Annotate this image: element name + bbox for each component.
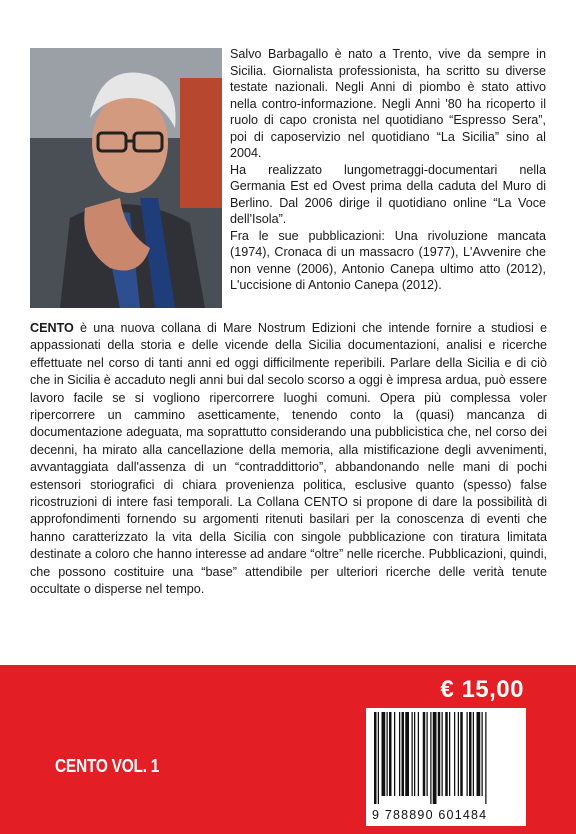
barcode-bar	[405, 712, 409, 796]
barcode-bar	[399, 712, 400, 796]
author-bio-paragraph: Salvo Barbagallo è nato a Trento, vive da sempre in Sicilia. Giornalista professionista, ha scritto su diverse testate nazionali. Negli Anni di piombo è stato attivo nella contro-informazione. Negli Anni '80 ha ricoperto il ruolo di capo cronista nel quotidiano “Espresso Sera”, poi di caposervizio nel quotidiano “La Sicilia” sino al 2004.	[230, 47, 546, 160]
author-photo	[30, 48, 222, 308]
barcode-bar	[394, 712, 395, 796]
series-volume-label: CENTO VOL. 1	[55, 756, 160, 776]
barcode-bar	[477, 712, 481, 796]
barcode-bar	[442, 712, 443, 796]
barcode-bar	[387, 712, 388, 796]
series-name-lead: CENTO	[30, 321, 74, 335]
barcode-bar	[460, 712, 463, 796]
barcode-bar	[378, 712, 379, 804]
barcode-bar	[433, 712, 437, 804]
barcode-bar	[473, 712, 474, 796]
barcode-bar	[445, 712, 448, 796]
barcode-bar	[382, 712, 386, 796]
author-portrait-icon	[30, 48, 222, 308]
barcode-bar	[423, 712, 426, 796]
barcode-bar	[467, 712, 468, 796]
barcode-block	[366, 708, 526, 826]
series-description-text: è una nuova collana di Mare Nostrum Edizioni che intende fornire a studiosi e appassionati della storia e delle vicende della Sicilia documentazioni, analisi e ricerche effettuate nel corso di tanti anni ed oggi difficilmente reperibili. Parlare della Sicilia e di ciò che in Sicilia è accaduto negli anni bui dal secolo scorso a oggi è impresa ardua, può essere lavoro facile se si vogliono ripercorrere luoghi comuni. Opera più complessa voler ripercorrere un cammino asetticamente, tenendo conto la (quasi) mancanza di documentazione adeguata, ma soprattutto considerando una pubblicistica che, nel corso dei decenni, ha mirato alla cancellazione della memoria, alla mistificazione degli avvenimenti, avvantaggiata dall'assenza di un “contraddittorio”, abbandonando nelle mani di pochi estensori storiografici di chiara provenienza politica, esclusive quanto (spesso) false ricostruzioni di intere fasi temporali. La Collana CENTO si propone di dare la possibilità di approfondimenti fornendo su argomenti ritenuti basilari per la conoscenza di eventi che hanno caratterizzato la vita della Sicilia con singole pubblicazione con tiratura limitata destinate a coloro che hanno interesse ad andare “oltre” nelle ricerche. Pubblicazioni, quindi, che possono costituire una “base” attendibile per ulteriori ricerche delle verità tenute occultate o disperse nel tempo.	[30, 321, 547, 597]
barcode-bar	[412, 712, 413, 796]
barcode-bar	[449, 712, 450, 796]
series-description	[30, 320, 547, 599]
barcode-bar	[454, 712, 455, 796]
barcode-bar	[402, 712, 405, 796]
barcode-digits: 9 788890 601484	[372, 808, 488, 822]
series-description-paragraph	[30, 320, 547, 599]
author-bio-paragraph: Fra le sue pubblicazioni: Una rivoluzione mancata (1974), Cronaca di un massacro (1977), L'Avvenire che non venne (2006), Antonio Canepa ultimo atto (2012), L'uccisione di Antonio Canepa (2012).	[230, 228, 546, 292]
author-bio	[230, 46, 546, 294]
barcode-bar	[469, 712, 472, 796]
author-bio-paragraph: Ha realizzato lungometraggi-documentari nella Germania Est ed Ovest prima della caduta del Muro di Berlino. Dal 2006 dirige il quotidiano online “La Voce dell'Isola”.	[230, 162, 546, 226]
price-label: € 15,00	[440, 676, 524, 703]
barcode-bar	[389, 712, 392, 796]
barcode-bar	[430, 712, 431, 804]
barcode-bar	[438, 712, 441, 796]
barcode-bar	[458, 712, 459, 796]
barcode-bar	[414, 712, 415, 796]
barcode-bar	[482, 712, 483, 796]
barcode-bar	[374, 712, 377, 804]
barcode-bar	[485, 712, 486, 804]
barcode-bar	[427, 712, 428, 796]
isbn-barcode-icon	[374, 712, 518, 804]
barcode-bar	[418, 712, 419, 796]
